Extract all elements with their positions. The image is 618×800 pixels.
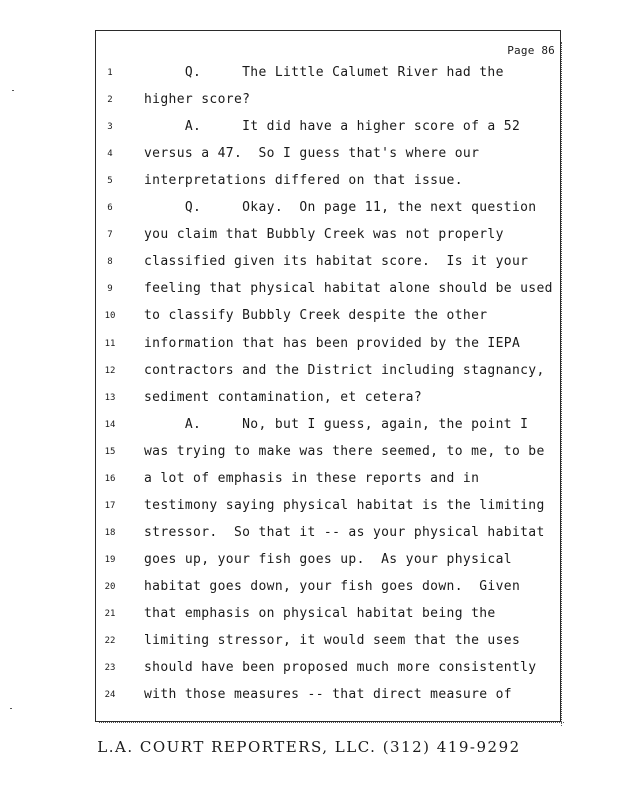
line-number: 23 [104, 663, 116, 674]
transcript-line [96, 658, 558, 678]
transcript-line [96, 496, 558, 516]
transcript-line [96, 144, 558, 164]
line-text: testimony saying physical habitat is the limiting [144, 497, 545, 513]
line-text: was trying to make was there seemed, to me, to be [144, 443, 545, 459]
line-number: 21 [104, 609, 116, 619]
transcript-page [95, 30, 561, 722]
line-number: 15 [104, 446, 116, 457]
line-text: should have been proposed much more consistently [144, 660, 537, 676]
transcript-line [96, 442, 558, 462]
transcript-line [96, 198, 558, 218]
line-number: 18 [104, 527, 116, 538]
transcript-line [96, 117, 558, 137]
line-text: sediment contamination, et cetera? [144, 389, 423, 405]
line-text: contractors and the District including stagnancy, [144, 362, 545, 378]
transcript-line [96, 550, 558, 570]
line-number: 10 [104, 311, 116, 322]
line-number: 1 [107, 68, 113, 78]
line-text: stressor. So that it -- as your physical habitat [144, 524, 545, 540]
transcript-line [96, 469, 558, 489]
line-number: 17 [104, 500, 116, 511]
line-number: 7 [107, 230, 113, 241]
line-number: 22 [104, 636, 116, 647]
transcript-line [96, 306, 558, 326]
line-text: you claim that Bubbly Creek was not properly [144, 227, 504, 243]
transcript-line [96, 685, 558, 705]
line-text: A. It did have a higher score of a 52 [144, 119, 521, 135]
line-text: habitat goes down, your fish goes down. Given [144, 578, 521, 594]
line-text: versus a 47. So I guess that's where our [144, 146, 480, 162]
transcript-line [96, 225, 558, 245]
transcript-line [96, 577, 558, 597]
line-number: 12 [104, 365, 116, 376]
page-edge-bottom [99, 722, 564, 726]
transcript-line [96, 90, 558, 110]
line-number: 8 [107, 257, 113, 268]
line-text: a lot of emphasis in these reports and in [144, 470, 480, 486]
line-number: 11 [104, 338, 116, 349]
line-number: 3 [107, 122, 113, 133]
transcript-line [96, 171, 558, 191]
line-number: 2 [107, 95, 113, 106]
transcript-line [96, 523, 558, 543]
court-reporter-footer: L.A. COURT REPORTERS, LLC. (312) 419-9292 [97, 738, 521, 756]
transcript-line [96, 63, 558, 83]
line-number: 5 [107, 176, 113, 187]
line-text: goes up, your fish goes up. As your physical [144, 551, 512, 567]
line-text: interpretations differed on that issue. [144, 173, 463, 189]
line-text: to classify Bubbly Creek despite the other [144, 308, 488, 324]
line-number: 19 [104, 554, 116, 565]
transcript-line [96, 252, 558, 272]
line-text: that emphasis on physical habitat being the [144, 606, 496, 621]
transcript-line [96, 279, 558, 299]
transcript-line [96, 631, 558, 651]
line-text: classified given its habitat score. Is it your [144, 254, 529, 270]
transcript-line [96, 415, 558, 435]
page-number: Page 86 [507, 44, 555, 57]
scan-speck [12, 90, 14, 91]
line-text: limiting stressor, it would seem that the uses [144, 633, 521, 649]
line-number: 6 [107, 203, 113, 214]
line-number: 24 [104, 690, 116, 701]
transcript-line [96, 334, 558, 354]
line-number: 13 [104, 392, 116, 403]
transcript-line [96, 388, 558, 408]
line-number: 9 [107, 284, 113, 295]
line-text: information that has been provided by the IEPA [144, 335, 521, 351]
line-number: 4 [107, 149, 113, 160]
transcript-line [96, 604, 558, 624]
line-text: Q. Okay. On page 11, the next question [144, 200, 537, 216]
line-number: 16 [104, 473, 116, 484]
line-text: higher score? [144, 92, 251, 108]
page-edge-right [561, 42, 565, 726]
line-text: with those measures -- that direct measure of [144, 687, 512, 703]
transcript-line [96, 361, 558, 381]
line-text: feeling that physical habitat alone should be used [144, 281, 553, 297]
line-number: 14 [104, 419, 116, 430]
line-text: Q. The Little Calumet River had the [144, 65, 504, 80]
line-text: A. No, but I guess, again, the point I [144, 416, 529, 432]
line-number: 20 [104, 581, 116, 592]
scan-speck [10, 708, 12, 709]
